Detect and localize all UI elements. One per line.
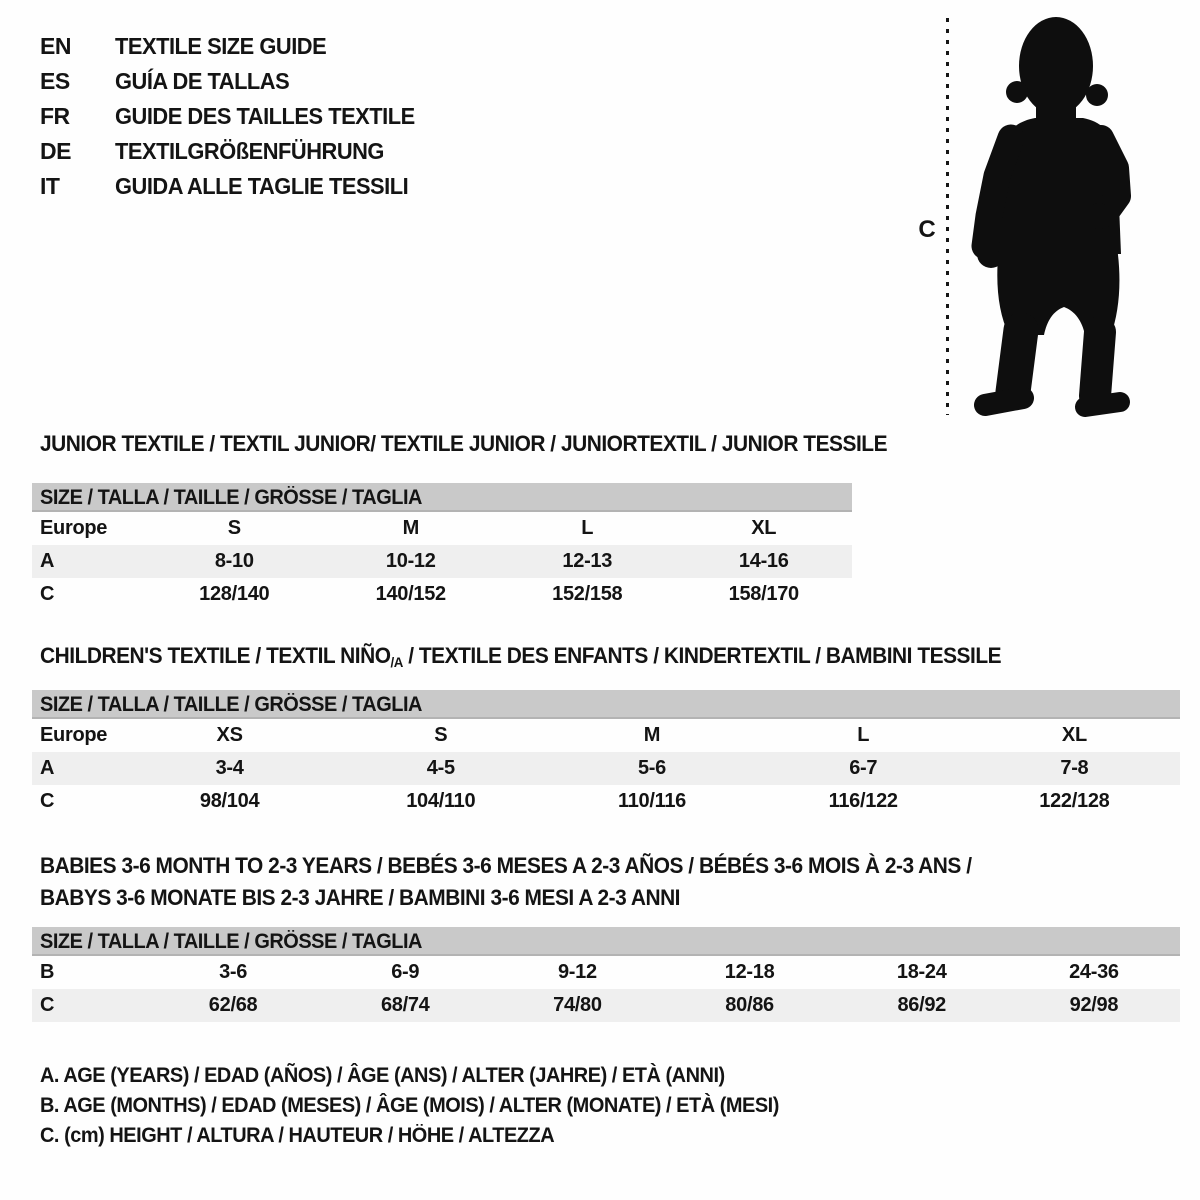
language-code: IT: [40, 173, 60, 199]
size-value: 24-36: [1069, 961, 1119, 983]
row-label: C: [40, 790, 55, 812]
junior-table: [32, 483, 852, 611]
size-value: 86/92: [897, 994, 947, 1016]
size-value: L: [581, 517, 594, 539]
size-header-bar: SIZE / TALLA / TAILLE / GRÖSSE / TAGLIA: [32, 483, 852, 512]
babies-title-line1: BABIES 3-6 MONTH TO 2-3 YEARS / BEBÉS 3-6 MESES A 2-3 AÑOS / BÉBÉS 3-6 MOIS À 2-3 ANS /: [40, 853, 972, 878]
language-title: GUIDA ALLE TAGLIE TESSILI: [115, 173, 409, 199]
size-value: 7-8: [1060, 757, 1089, 779]
children-table-title: CHILDREN'S TEXTILE / TEXTIL NIÑO/A / TEXTILE DES ENFANTS / KINDERTEXTIL / BAMBINI TESSILE: [40, 643, 1002, 670]
language-title: GUÍA DE TALLAS: [115, 68, 290, 94]
junior-table-title: JUNIOR TEXTILE / TEXTIL JUNIOR/ TEXTILE JUNIOR / JUNIORTEXTIL / JUNIOR TESSILE: [40, 431, 888, 456]
language-title: GUIDE DES TAILLES TEXTILE: [115, 103, 415, 129]
size-value: 3-6: [219, 961, 248, 983]
size-header-bar: SIZE / TALLA / TAILLE / GRÖSSE / TAGLIA: [32, 927, 1180, 956]
row-label: B: [40, 961, 55, 983]
language-row: [40, 99, 431, 134]
size-value: XL: [751, 517, 777, 539]
size-value: 10-12: [385, 550, 436, 572]
height-measure-line: [946, 18, 949, 415]
size-value: 104/110: [406, 790, 476, 812]
children-table: [32, 690, 1180, 818]
row-label: A: [40, 757, 55, 779]
size-value: 4-5: [426, 757, 455, 779]
size-value: 92/98: [1069, 994, 1119, 1016]
row-label: C: [40, 583, 55, 605]
table-row-age: [32, 545, 852, 578]
measure-legend: [40, 1061, 818, 1151]
size-value: M: [402, 517, 419, 539]
size-value: 122/128: [1039, 790, 1110, 812]
row-label: Europe: [40, 517, 108, 539]
size-value: 14-16: [738, 550, 789, 572]
size-value: 62/68: [208, 994, 258, 1016]
language-row: [40, 29, 431, 64]
size-value: L: [857, 724, 870, 746]
size-value: 98/104: [199, 790, 260, 812]
size-value: 80/86: [725, 994, 774, 1016]
table-row-height: [32, 989, 1180, 1022]
size-value: 74/80: [553, 994, 602, 1016]
size-value: 6-9: [391, 961, 420, 983]
legend-line-b: B. AGE (MONTHS) / EDAD (MESES) / ÂGE (MOIS) / ALTER (MONATE) / ETÀ (MESI): [40, 1094, 779, 1117]
baby-silhouette-icon: [963, 14, 1138, 419]
size-value: M: [643, 724, 661, 746]
size-value: 9-12: [557, 961, 597, 983]
legend-line-a: A. AGE (YEARS) / EDAD (AÑOS) / ÂGE (ANS) / ALTER (JAHRE) / ETÀ (ANNI): [40, 1064, 725, 1087]
language-code: DE: [40, 138, 71, 164]
table-row-europe: [32, 512, 852, 545]
table-row-age: [32, 752, 1180, 785]
table-row-height: [32, 785, 1180, 818]
size-value: 116/122: [828, 790, 898, 812]
size-value: 5-6: [637, 757, 666, 779]
size-value: 12-13: [562, 550, 613, 572]
size-value: 6-7: [849, 757, 878, 779]
language-title: TEXTILE SIZE GUIDE: [115, 33, 327, 59]
size-value: 140/152: [375, 583, 446, 605]
babies-table-title: [40, 850, 1021, 914]
language-title: TEXTILGRÖßENFÜHRUNG: [115, 138, 384, 164]
babies-title-line2: BABYS 3-6 MONATE BIS 2-3 JAHRE / BAMBINI 3-6 MESI A 2-3 ANNI: [40, 885, 681, 910]
language-row: [40, 134, 431, 169]
size-value: 12-18: [724, 961, 775, 983]
size-value: 18-24: [896, 961, 947, 983]
size-value: 128/140: [199, 583, 270, 605]
table-row-europe: [32, 719, 1180, 752]
legend-line-c: C. (cm) HEIGHT / ALTURA / HAUTEUR / HÖHE / ALTEZZA: [40, 1124, 555, 1147]
row-label: C: [40, 994, 55, 1016]
table-row-height: [32, 578, 852, 611]
language-code: FR: [40, 103, 70, 129]
babies-table: [32, 927, 1180, 1022]
row-label: Europe: [40, 724, 108, 746]
size-value: 8-10: [214, 550, 254, 572]
size-value: 68/74: [380, 994, 430, 1016]
size-value: 158/170: [728, 583, 799, 605]
size-value: XS: [216, 724, 243, 746]
height-measure-label: C: [918, 216, 936, 243]
row-label: A: [40, 550, 55, 572]
language-code: EN: [40, 33, 71, 59]
table-row-months: [32, 956, 1180, 989]
size-value: S: [434, 724, 448, 746]
language-code: ES: [40, 68, 70, 94]
size-header-bar: SIZE / TALLA / TAILLE / GRÖSSE / TAGLIA: [32, 690, 1180, 719]
size-value: XL: [1061, 724, 1087, 746]
size-value: 3-4: [215, 757, 244, 779]
language-header: [40, 29, 431, 204]
size-value: S: [227, 517, 241, 539]
language-row: [40, 64, 431, 99]
language-row: [40, 169, 431, 204]
size-value: 152/158: [552, 583, 623, 605]
size-value: 110/116: [617, 790, 686, 812]
